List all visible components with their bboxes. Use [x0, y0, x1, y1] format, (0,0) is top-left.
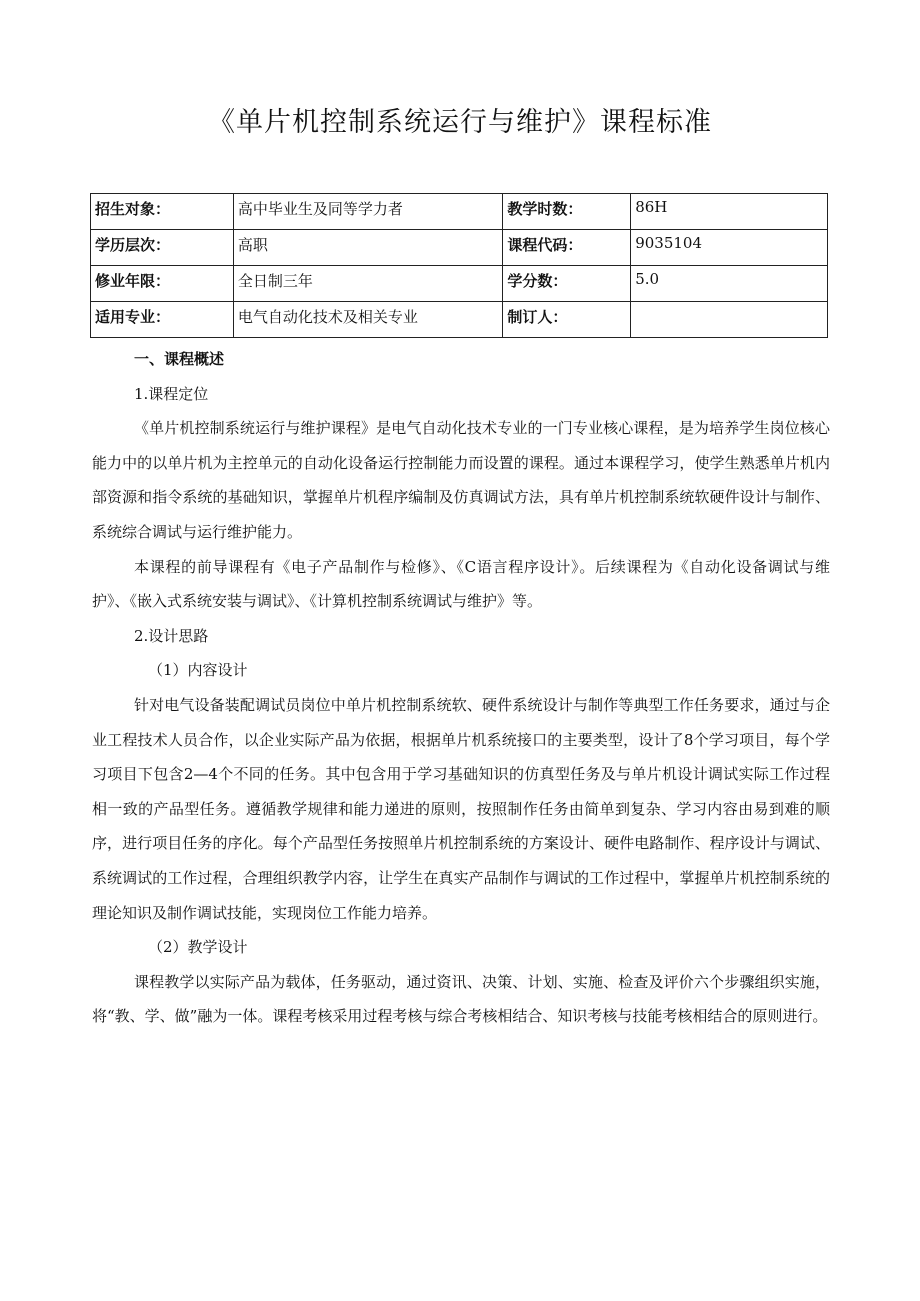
label-teaching-hours: 教学时数：: [503, 194, 631, 230]
label-study-length: 修业年限：: [91, 266, 234, 302]
value-credits: 5.0: [631, 266, 828, 302]
page-title: 《单片机控制系统运行与维护》课程标准: [208, 107, 712, 138]
value-author: [631, 302, 828, 338]
paragraph-content-design: 针对电气设备装配调试员岗位中单片机控制系统软、硬件系统设计与制作等典型工作任务要求，通过与企业工程技术人员合作，以企业实际产品为依据，根据单片机系统接口的主要类型，设计了8个学习项目，每个学习项目下包含2—4个不同的任务。其中包含用于学习基础知识的仿真型任务及与单片机设计调试实际工作过程相一致的产品型任务。遵循教学规律和能力递进的原则，按照制作任务由简单到复杂、学习内容由易到难的顺序，进行项目任务的序化。每个产品型任务按照单片机控制系统的方案设计、硬件电路制作、程序设计与调试、系统调试的工作过程，合理组织教学内容，让学生在真实产品制作与调试的工作过程中，掌握单片机控制系统的理论知识及制作调试技能，实现岗位工作能力培养。: [92, 695, 830, 922]
table-row: [91, 230, 828, 266]
label-credits: 学分数：: [503, 266, 631, 302]
value-education-level: 高职: [233, 230, 503, 266]
label-major: 适用专业：: [91, 302, 234, 338]
course-info-table: [90, 193, 828, 338]
subsection-heading-positioning: 1.课程定位: [134, 384, 209, 403]
table-row: [91, 302, 828, 338]
value-study-length: 全日制三年: [233, 266, 503, 302]
subsection-heading-design: 2.设计思路: [134, 626, 209, 645]
paragraph-positioning-1: 《单片机控制系统运行与维护课程》是电气自动化技术专业的一门专业核心课程，是为培养学生岗位核心能力中的以单片机为主控单元的自动化设备运行控制能力而设置的课程。通过本课程学习，使学生熟悉单片机内部资源和指令系统的基础知识，掌握单片机程序编制及仿真调试方法，具有单片机控制系统软硬件设计与制作、系统综合调试与运行维护能力。: [92, 419, 830, 541]
label-course-code: 课程代码：: [503, 230, 631, 266]
label-education-level: 学历层次：: [91, 230, 234, 266]
section-heading-overview: 一、课程概述: [134, 350, 225, 368]
subsection-heading-teaching-design: （2）教学设计: [148, 938, 248, 957]
value-course-code: 9035104: [631, 230, 828, 266]
value-major: 电气自动化技术及相关专业: [233, 302, 503, 338]
subsection-heading-content-design: （1）内容设计: [148, 661, 248, 680]
value-teaching-hours: 86H: [631, 194, 828, 230]
label-enrollment: 招生对象：: [91, 194, 234, 230]
label-author: 制订人：: [503, 302, 631, 338]
document-body: [92, 342, 830, 1034]
paragraph-teaching-design: 课程教学以实际产品为载体，任务驱动，通过资讯、决策、计划、实施、检查及评价六个步骤组织实施，将“教、学、做”融为一体。课程考核采用过程考核与综合考核相结合、知识考核与技能考核相结合的原则进行。: [92, 972, 830, 1026]
table-row: [91, 194, 828, 230]
table-row: [91, 266, 828, 302]
value-enrollment: 高中毕业生及同等学力者: [233, 194, 503, 230]
paragraph-positioning-2: 本课程的前导课程有《电子产品制作与检修》、《C语言程序设计》。后续课程为《自动化设备调试与维护》、《嵌入式系统安装与调试》、《计算机控制系统调试与维护》等。: [92, 557, 830, 611]
